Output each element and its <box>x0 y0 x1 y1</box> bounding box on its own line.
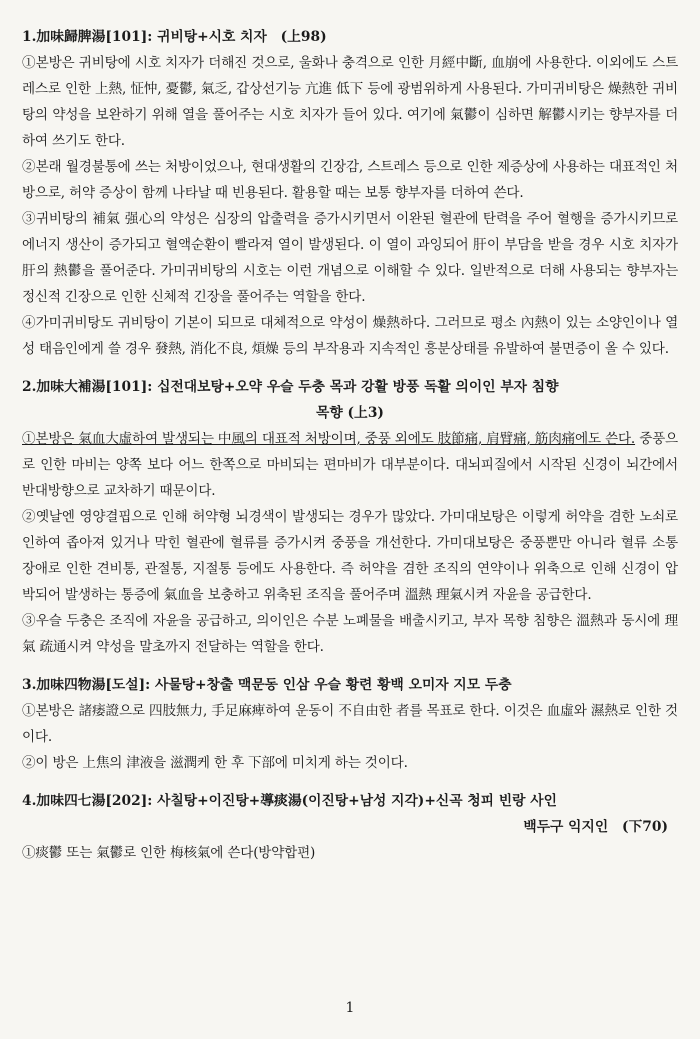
section-2-para-2: ②옛날엔 영양결핍으로 인해 허약형 뇌경색이 발생되는 경우가 많았다. 가미대보탕은 이렇게 허약을 겸한 노쇠로 인하여 좁아져 있거나 막힌 혈관에 혈류를 증가시켜 중풍을 개선한다. 가미대보탕은 중풍뿐만 아니라 혈류 소통 장애로 인한 견비통, 관절통, 지절통 등에도 사용한다. 즉 허약을 겸한 조직의 연약이나 위축으로 인해 신경이 압박되어 발생하는 통증에 氣血을 보충하고 위축된 조직을 풀어주며 溫熱 理氣시켜 자윤을 공급한다. <box>22 509 678 603</box>
section-4-title-line2: 백두구 익지인 (下70) <box>523 819 668 835</box>
section-4-title: 4.加味四七湯[202]: 사칠탕+이진탕+導痰湯(이진탕+남성 지각)+신곡 청피 빈랑 사인 <box>22 793 557 809</box>
document-page <box>22 24 678 866</box>
section-1-title: 1.加味歸脾湯[101]: 귀비탕+시호 치자 (上98) <box>22 29 327 45</box>
section-2-para-3: ③우슬 두충은 조직에 자윤을 공급하고, 의이인은 수분 노폐물을 배출시키고, 부자 목향 침향은 溫熱과 동시에 理氣 疏通시켜 약성을 말초까지 전달하는 역할을 한다. <box>22 613 678 655</box>
section-1-para-1: ①본방은 귀비탕에 시호 치자가 더해진 것으로, 울화나 충격으로 인한 月經中斷, 血崩에 사용한다. 이외에도 스트레스로 인한 上熱, 怔忡, 憂鬱, 氣乏, 갑상선기능 亢進 低下 등에 광범위하게 사용된다. 가미귀비탕은 燥熱한 귀비탕의 약성을 보완하기 위해 열을 풀어주는 시호 치자가 들어 있다. 여기에 氣鬱이 심하면 解鬱시키는 향부자를 더하여 쓰기도 한다. <box>22 55 678 149</box>
section-3-para-2: ②이 방은 上焦의 津液을 滋潤케 한 후 下部에 미치게 하는 것이다. <box>22 755 408 771</box>
section-2-title: 2.加味大補湯[101]: 십전대보탕+오약 우슬 두충 목과 강활 방풍 독활 의이인 부자 침향 <box>22 379 559 395</box>
page-number: 1 <box>345 1000 355 1016</box>
section-3-title: 3.加味四物湯[도설]: 사물탕+창출 맥문동 인삼 우슬 황련 황백 오미자 지모 두충 <box>22 677 512 693</box>
section-4-para-1: ①痰鬱 또는 氣鬱로 인한 梅核氣에 쓴다(방약합편) <box>22 845 316 861</box>
section-2-underlined-text: ①본방은 氣血大虛하여 발생되는 中風의 대표적 처방이며, 중풍 외에도 肢節痛, 肩臂痛, 筋肉痛에도 쓴다. <box>22 431 636 447</box>
section-1-para-2: ②본래 월경불통에 쓰는 처방이었으나, 현대생활의 긴장감, 스트레스 등으로 인한 제증상에 사용하는 대표적인 처방으로, 허약 증상이 함께 나타날 때 빈용된다. 활용할 때는 보통 향부자를 더하여 쓴다. <box>22 159 678 201</box>
section-2-para-1 <box>22 426 678 504</box>
section-3-para-1: ①본방은 諸痿證으로 四肢無力, 手足麻痺하여 운동이 不自由한 者를 목표로 한다. 이것은 血虛와 濕熱로 인한 것이다. <box>22 703 678 745</box>
section-2-para-1-rest: 중풍으로 인한 마비는 양쪽 보다 어느 한쪽으로 마비되는 편마비가 대부분이다. 대뇌피질에서 시작된 신경이 뇌간에서 반대방향으로 교차하기 때문이다. <box>22 431 678 499</box>
section-1-para-3: ③귀비탕의 補氣 强心의 약성은 심장의 압출력을 증가시키면서 이완된 혈관에 탄력을 주어 혈행을 증가시키므로 에너지 생산이 증가되고 혈액순환이 빨라져 열이 발생된다. 이 열이 과잉되어 肝이 부담을 받을 경우 시호 치자가 肝의 熱鬱을 풀어준다. 가미귀비탕의 시호는 이런 개념으로 이해할 수 있다. 일반적으로 더해 사용되는 향부자는 정신적 긴장으로 인한 신체적 긴장을 풀어주는 역할을 한다. <box>22 211 678 305</box>
section-1-para-4: ④가미귀비탕도 귀비탕이 기본이 되므로 대체적으로 약성이 燥熱하다. 그러므로 평소 內熱이 있는 소양인이나 열성 태음인에게 쓸 경우 發熱, 消化不良, 煩燥 등의 부작용과 지속적인 흥분상태를 유발하여 불면증이 올 수 있다. <box>22 315 678 357</box>
section-2-title-line2: 목향 (上3) <box>316 405 384 421</box>
